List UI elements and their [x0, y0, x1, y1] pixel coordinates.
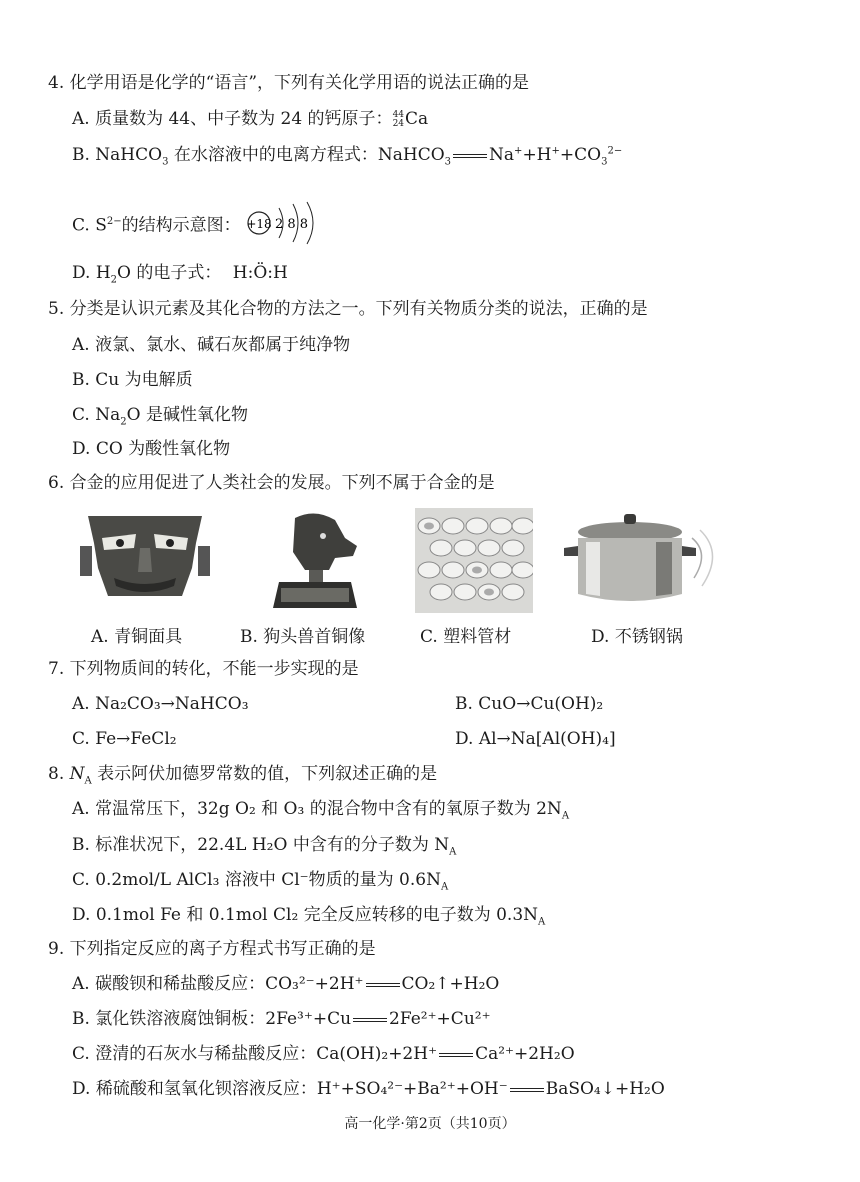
plastic-pipes-image [415, 508, 533, 613]
bronze-mask-image [80, 508, 210, 613]
dog-head-bronze-image [265, 508, 365, 613]
q9-option-d: D. 稀硫酸和氢氧化钡溶液反应：H⁺+SO₄²⁻+Ba²⁺+OH⁻ BaSO₄↓+H₂O [72, 1079, 665, 1099]
q6-caption-c: C. 塑料管材 [420, 627, 512, 647]
q4-option-d: D. $H_2O$ 的电子式： H:Ö:H [72, 263, 288, 286]
q7-option-b: B. CuO→Cu(OH)₂ [455, 694, 604, 714]
q4-stem: 4. 化学用语是化学的“语言”，下列有关化学用语的说法正确的是 [48, 73, 530, 93]
atomic-structure-diagram [245, 200, 325, 252]
q8-option-c: C. 0.2mol/L AlCl₃ 溶液中 Cl⁻物质的量为 $0.6N_A$ [72, 870, 449, 893]
q7-option-d: D. Al→Na[Al(OH)₄] [455, 729, 616, 749]
shell-labels: 2 8 8 [274, 217, 308, 232]
q6-caption-a: A. 青铜面具 [91, 627, 183, 647]
q9-option-c: C. 澄清的石灰水与稀盐酸反应：Ca(OH)₂+2H⁺ Ca²⁺+2H₂O [72, 1044, 575, 1064]
q5-option-c: C. $Na_2O$ 是碱性氧化物 [72, 405, 248, 428]
q5-option-b: B. Cu 为电解质 [72, 370, 193, 390]
q7-option-c: C. Fe→FeCl₂ [72, 729, 177, 749]
q5-option-d: D. CO 为酸性氧化物 [72, 439, 231, 459]
q6-caption-b: B. 狗头兽首铜像 [240, 627, 366, 647]
electron-formula: H:Ö:H [232, 263, 288, 283]
q4-option-c: C. $S^{2-}$的结构示意图： +18 2 8 8 [72, 200, 325, 252]
nucleus-label: +18 [245, 217, 272, 231]
q8-option-d: D. 0.1mol Fe 和 0.1mol Cl₂ 完全反应转移的电子数为 $0.3N_A$ [72, 905, 546, 928]
q5-option-a: A. 液氯、氯水、碱石灰都属于纯净物 [72, 335, 351, 355]
equals-sign [453, 154, 487, 158]
stainless-steel-pot-image [560, 508, 720, 613]
q9-option-a: A. 碳酸钡和稀盐酸反应：CO₃²⁻+2H⁺ CO₂↑+H₂O [72, 974, 500, 994]
q8-option-b: B. 标准状况下，22.4L H₂O 中含有的分子数为 $N_A$ [72, 835, 457, 858]
q6-caption-d: D. 不锈钢锅 [591, 627, 683, 647]
q9-option-b: B. 氯化铁溶液腐蚀铜板：2Fe³⁺+Cu 2Fe²⁺+Cu²⁺ [72, 1009, 491, 1029]
q8-option-a: A. 常温常压下，32g O₂ 和 O₃ 的混合物中含有的氧原子数为 $2N_A$ [72, 799, 570, 822]
q7-option-a: A. Na₂CO₃→NaHCO₃ [72, 694, 249, 714]
q5-stem: 5. 分类是认识元素及其化合物的方法之一。下列有关物质分类的说法，正确的是 [48, 299, 648, 319]
q7-stem: 7. 下列物质间的转化，不能一步实现的是 [48, 659, 359, 679]
page-footer: 高一化学·第2页（共10页） [344, 1116, 516, 1132]
q9-stem: 9. 下列指定反应的离子方程式书写正确的是 [48, 939, 376, 959]
q8-stem: 8. $N_A$ 表示阿伏加德罗常数的值，下列叙述正确的是 [48, 764, 438, 787]
isotope-notation: 44 24 [392, 109, 405, 129]
q4-option-b: B. NaHCO$_3$ 在水溶液中的电离方程式：NaHCO$_3$ $Na^++H^++CO_3^{2-}$ [72, 145, 623, 168]
q4-option-a: A. 质量数为 44、中子数为 24 的钙原子： 44 24 Ca [72, 109, 429, 129]
q6-stem: 6. 合金的应用促进了人类社会的发展。下列不属于合金的是 [48, 473, 495, 493]
